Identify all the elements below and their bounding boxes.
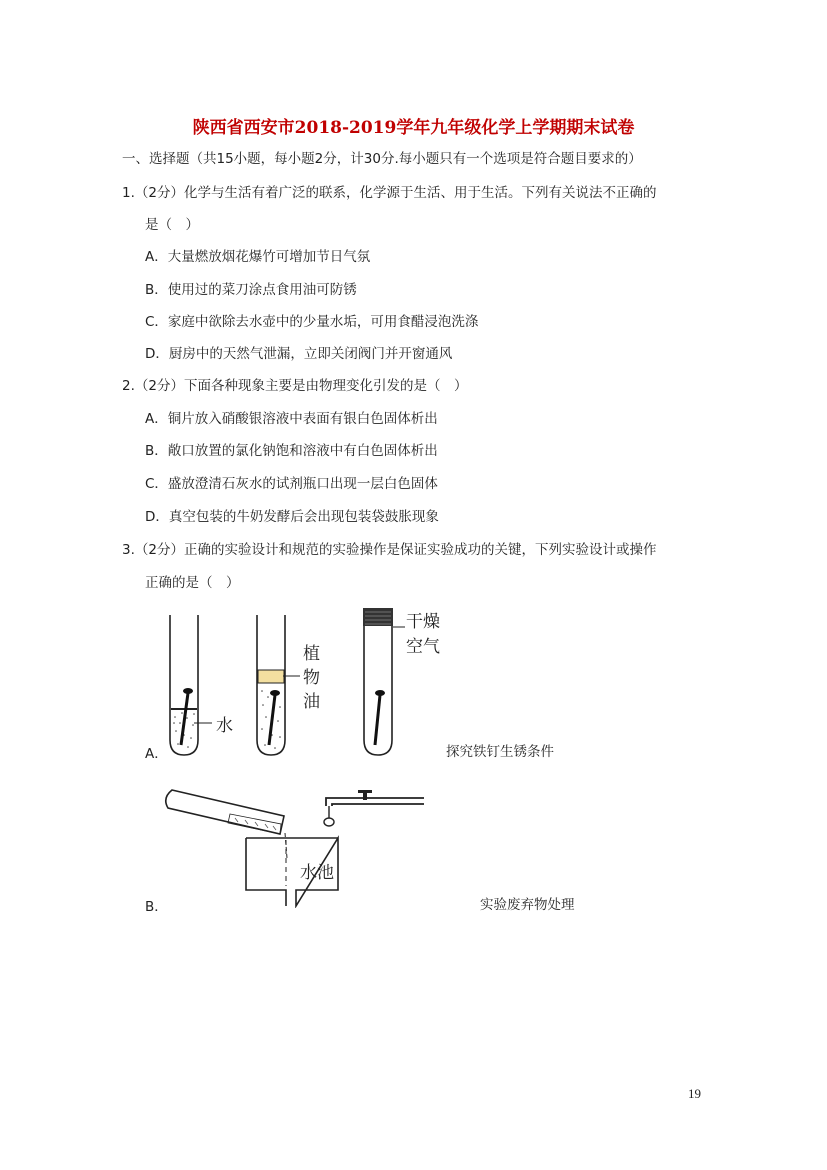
sink-basin <box>246 838 338 906</box>
question-2-option-b: B．敞口放置的氯化钠饱和溶液中有白色固体析出 <box>145 443 438 459</box>
question-3-option-b-letter: B． <box>145 899 168 915</box>
question-2-stem: 2.（2分）下面各种现象主要是由物理变化引发的是（ ） <box>122 378 468 394</box>
question-3-option-a-letter: A． <box>145 746 168 762</box>
question-3-stem: 3.（2分）正确的实验设计和规范的实验操作是保证实验成功的关键，下列实验设计或操作 <box>122 542 657 558</box>
question-1-option-d: D．厨房中的天然气泄漏，立即关闭阀门并开窗通风 <box>145 346 453 362</box>
water-tap <box>324 790 424 826</box>
oil-label-2: 物 <box>303 668 320 688</box>
basin-label: 水池 <box>300 863 334 883</box>
air-label-2: 空气 <box>406 637 440 657</box>
question-1-stem: 1.（2分）化学与生活有着广泛的联系，化学源于生活、用于生活。下列有关说法不正确的 <box>122 185 657 201</box>
page-title: 陕西省西安市2018-2019学年九年级化学上学期期末试卷 <box>192 118 635 138</box>
test-tube-oil <box>257 615 285 755</box>
question-3-option-a-caption: 探究铁钉生锈条件 <box>446 744 554 760</box>
question-2-option-a: A．铜片放入硝酸银溶液中表面有银白色固体析出 <box>145 411 438 427</box>
tilted-test-tube <box>166 790 284 834</box>
question-1-option-b: B．使用过的菜刀涂点食用油可防锈 <box>145 282 357 298</box>
figure-b-waste-disposal <box>160 778 440 908</box>
page-number: 19 <box>688 1086 701 1101</box>
test-tube-water <box>170 615 198 755</box>
question-2-option-d: D．真空包装的牛奶发酵后会出现包装袋鼓胀现象 <box>145 509 439 525</box>
test-tube-dry-air <box>363 608 393 755</box>
section-heading: 一、选择题（共15小题，每小题2分，计30分.每小题只有一个选项是符合题目要求的） <box>122 151 642 167</box>
question-1-option-c: C．家庭中欲除去水壶中的少量水垢，可用食醋浸泡洗涤 <box>145 314 479 330</box>
question-1-stem-cont: 是（ ） <box>145 217 199 233</box>
oil-label-3: 油 <box>303 692 320 712</box>
figure-a-rusting-experiment <box>160 605 460 760</box>
question-3-option-b-caption: 实验废弃物处理 <box>480 897 575 913</box>
question-2-option-c: C．盛放澄清石灰水的试剂瓶口出现一层白色固体 <box>145 476 438 492</box>
question-1-option-a: A．大量燃放烟花爆竹可增加节日气氛 <box>145 249 371 265</box>
air-label-1: 干燥 <box>406 612 440 632</box>
water-label: 水 <box>216 716 233 736</box>
oil-label-1: 植 <box>303 644 320 664</box>
question-3-stem-cont: 正确的是（ ） <box>145 575 240 591</box>
